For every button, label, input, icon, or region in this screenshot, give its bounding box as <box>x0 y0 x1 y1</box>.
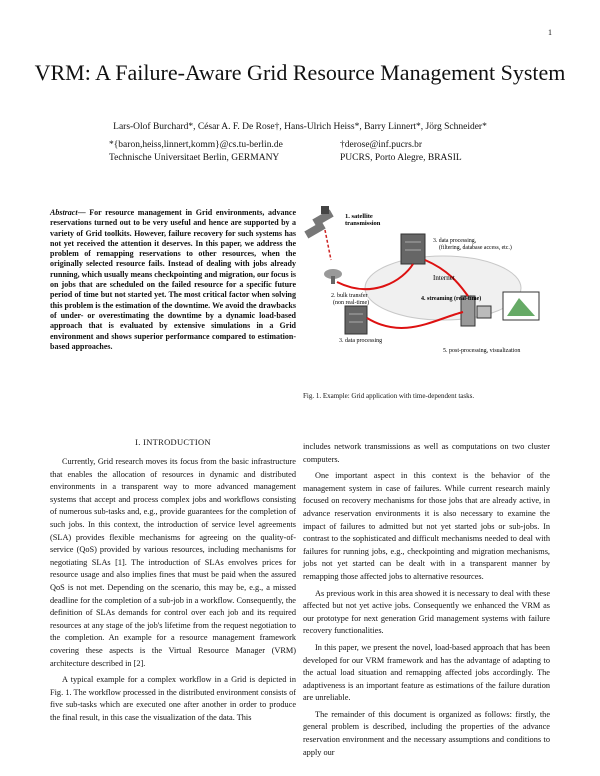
paragraph: In this paper, we present the novel, load-based approach that has been developed for our VRM framework and has the advantage of adapting to the actual load situation and remapping affected jobs accordingly. The adaptiveness is an important feature as estimations of the failure duration are unreliable. <box>303 642 550 703</box>
paragraph: includes network transmissions as well as computations on two cluster computers. <box>303 442 550 464</box>
affiliation-email: †derose@inf.pucrs.br <box>340 140 423 150</box>
paper-title: VRM: A Failure-Aware Grid Resource Management System <box>34 60 566 85</box>
label-internet: Internet <box>433 274 455 282</box>
satellite-dish-icon <box>324 269 342 284</box>
abstract-text: — For resource management in Grid environments, advance reservations turned out to be very useful and hence are supported by a variety of Grid toolkits. However, failure recovery for such systems has not yet received the attention it deserves. In this paper, we address the problem of remapping reservations to other resources, when the originally selected resource fails. Instead of dealing with jobs already running, which usually means checkpointing and migration, our focus is on jobs that are scheduled on the failed resource for a specific future period of time but not started yet. The most critical factor when solving this problem is the estimation of the downtime. We avoid the drawbacks of under- or overestimating the downtime by a dynamic load-based approach that is evaluated by extensive simulations in a Grid environment and shows superior performance compared to estimation-based approaches. <box>50 208 296 351</box>
label-post-processing: 5. post-processing, visualization <box>443 348 521 354</box>
paragraph: Currently, Grid research moves its focus from the basic infrastructure that enables the allocation of resources in dynamic and distributed environments in a transparent way to more advanced management systems that accept and process complex jobs and workflows consisting of numerous sub-tasks and, e.g., provide guarantees for the completion of such jobs. In this context, the introduction of service level agreements (SLA) provides flexible mechanisms for agreeing on the quality-of-service (QoS) provided by various resources, including mechanisms for negotiating SLAs [1]. The introduction of SLAs envolves prices for resource usage and also implies fines that must be paid when the assured QoS is not met. Depending on the scenario, this may be, e.g., a missed deadline for the completion of a sub-job in a workflow. Consequently, the definition of SLAs demands for control over each job and its required resources at any stage of the job's lifetime from the request negotiation to the completion. An example for a resource management framework covering these aspects is the Virtual Resource Manager (VRM) architecture described in [2]. <box>50 457 296 668</box>
page-number: 1 <box>548 28 552 37</box>
paragraph: The remainder of this document is organized as follows: firstly, the general problem is described, including the properties of the advance reservation environment and the necessary assumptions and conditions to apply our <box>303 709 550 757</box>
abstract-label: Abstract <box>50 208 78 217</box>
figure-diagram <box>303 200 550 370</box>
paragraph: As previous work in this area showed it is necessary to deal with these affected but not yet active jobs. Consequently we enhanced the VRM as our prototype for next generation Grid management systems with failure recovery functionalities. <box>303 588 550 636</box>
server-top-icon <box>401 234 425 264</box>
affiliation-tu-berlin <box>109 139 344 165</box>
label-streaming: 4. streaming (real-time) <box>421 296 482 302</box>
label-data-processing-top: 3. data processing, <box>433 238 477 244</box>
paragraph: A typical example for a complex workflow in a Grid is depicted in Fig. 1. The workflow processed in the distributed environment consists of five sub-tasks which are executed one after another in order to produce the final result, in this case the visualization of the data. This <box>50 675 296 722</box>
figure-caption: Fig. 1. Example: Grid application with time-dependent tasks. <box>303 392 475 400</box>
left-column <box>50 456 296 728</box>
affiliation-institution: Technische Universitaet Berlin, GERMANY <box>109 153 280 163</box>
label-data-processing-top: (filtering, database access, etc.) <box>439 245 512 251</box>
label-satellite: transmission <box>345 220 381 227</box>
visualization-icon <box>503 292 539 320</box>
section-heading: I. INTRODUCTION <box>135 437 211 447</box>
label-data-processing-bottom: 3. data processing <box>339 338 383 344</box>
right-column <box>303 441 550 763</box>
label-bulk-transfer: 2. bulk transfer <box>331 293 368 299</box>
affiliation-email: *{baron,heiss,linnert,komm}@cs.tu-berlin.de <box>109 140 283 150</box>
figure-grid-application <box>303 200 550 370</box>
affiliation-institution: PUCRS, Porto Alegre, BRASIL <box>340 153 462 163</box>
affiliation-pucrs <box>340 139 510 165</box>
label-satellite: 1. satellite <box>345 213 373 220</box>
label-bulk-transfer: (non real-time) <box>333 300 370 306</box>
internet-cloud-icon <box>365 256 521 320</box>
satellite-icon <box>304 206 333 238</box>
paragraph: One important aspect in this context is the behavior of the management system in case of failures. While current research mainly focused on recovery mechanisms for those jobs that are already active, in advance reservation environments it is also necessary to examine the impact of failures to admitted but not yet started jobs or sub-jobs. In contrast to the sophisticated and difficult mechanisms needed to deal with failures for running jobs, e.g., checkpointing and migration mechanisms, jobs not yet started can be dealt with in a transparent manner by remapping those affected jobs to alternative resources. <box>303 471 550 581</box>
server-bottom-icon <box>345 306 367 334</box>
author-list: Lars-Olof Burchard*, César A. F. De Rose†, Hans-Ulrich Heiss*, Barry Linnert*, Jörg Schneider* <box>113 122 487 132</box>
abstract <box>50 208 296 352</box>
satellite-link-line <box>325 230 331 260</box>
